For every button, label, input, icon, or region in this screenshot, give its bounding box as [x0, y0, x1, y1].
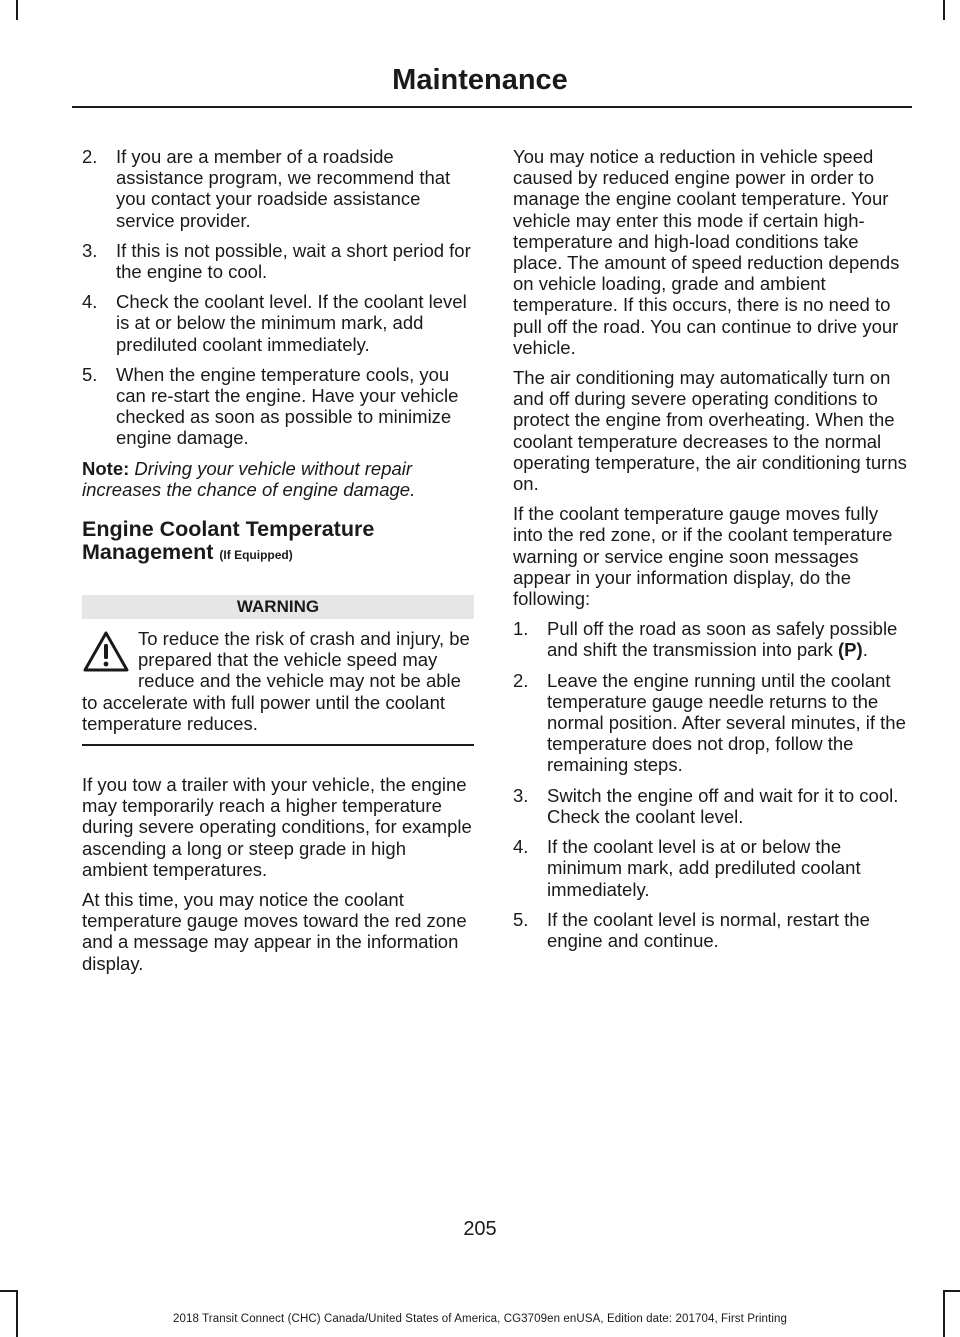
list-item-text: Pull off the road as soon as safely possible and shift the transmission into park	[547, 618, 898, 661]
paragraph: If the coolant temperature gauge moves fully into the red zone, or if the coolant temperature warning or service engine soon messages appear in your information display, do the following:	[513, 503, 893, 610]
list-item-text: If the coolant level is at or below the minimum mark, add prediluted coolant immediately.	[547, 836, 861, 900]
list-item-number: 4.	[513, 836, 529, 858]
list-item-text: If this is not possible, wait a short period for the engine to cool.	[116, 239, 471, 283]
list-item-text: Check the coolant level. If the coolant level is at or below the minimum mark, add prediluted coolant immediately.	[116, 291, 467, 355]
section-qualifier: (If Equipped)	[219, 548, 293, 563]
list-item-number: 2.	[513, 669, 529, 691]
list-item-text: Switch the engine off and wait for it to cool. Check the coolant level.	[547, 784, 899, 827]
page-title: Maintenance	[392, 64, 568, 96]
list-item	[82, 364, 474, 449]
warning-box	[82, 595, 474, 746]
list-item-number: 3.	[513, 784, 529, 806]
paragraph: You may notice a reduction in vehicle speed caused by reduced engine power in order to manage the engine coolant temperature. Your vehicle may enter this mode if certain high-temperature and high-load conditions take place. The amount of speed reduction depends on vehicle loading, grade and ambient temperature. If this occurs, there is no need to pull off the road. You can continue to drive your vehicle.	[513, 146, 900, 358]
page-number: 205	[463, 1218, 497, 1240]
warning-text: To reduce the risk of crash and injury, be prepared that the vehicle speed may reduce and the vehicle may not be able to accelerate with full power until the coolant temperature reduces.	[82, 628, 470, 734]
list-item-text: If the coolant level is normal, restart the engine and continue.	[547, 908, 870, 951]
list-item	[513, 618, 907, 660]
list-item-number: 4.	[82, 291, 98, 313]
section-heading	[82, 518, 474, 567]
list-item	[513, 836, 907, 900]
paragraph: If you tow a trailer with your vehicle, the engine may temporarily reach a higher temperature during severe operating conditions, for example ascending a long or steep grade in high ambient temperatures.	[82, 774, 472, 880]
list-item-number: 1.	[513, 618, 529, 640]
warning-header: WARNING	[82, 595, 474, 619]
note-text: Driving your vehicle without repair increases the chance of engine damage.	[82, 457, 416, 500]
crop-mark-top-left	[16, 0, 18, 20]
list-item	[82, 146, 474, 231]
park-key-label: (P)	[838, 639, 863, 661]
list-item	[82, 291, 474, 355]
footer-text: 2018 Transit Connect (CHC) Canada/United States of America, CG3709en enUSA, Edition date: 201704, First Printing	[173, 1313, 787, 1325]
crop-mark-top-right	[943, 0, 945, 20]
list-item	[513, 785, 907, 827]
list-item-number: 5.	[82, 363, 98, 385]
list-item	[513, 909, 907, 951]
warning-triangle-icon	[82, 630, 130, 674]
list-item-number: 2.	[82, 146, 98, 167]
left-column	[82, 146, 474, 983]
list-item-text: If you are a member of a roadside assistance program, we recommend that you contact your roadside assistance service provider.	[116, 146, 451, 231]
list-item-number: 5.	[513, 908, 529, 930]
right-column	[513, 146, 907, 960]
note	[82, 458, 474, 500]
list-item-suffix: .	[862, 639, 868, 661]
paragraph: At this time, you may notice the coolant temperature gauge moves toward the red zone and a message may appear in the information display.	[82, 889, 467, 974]
list-item-text: Leave the engine running until the coolant temperature gauge needle returns to the normal position. After several minutes, if the temperature does not drop, follow the remaining steps.	[547, 669, 906, 776]
section-heading-text: Engine Coolant Temperature Management	[82, 517, 375, 565]
paragraph: The air conditioning may automatically turn on and off during severe operating conditions to protect the engine from overheating. When the coolant temperature decreases to the normal operating temperature, the air conditioning turns on.	[513, 367, 907, 495]
note-label: Note:	[82, 457, 130, 479]
crop-mark-bottom-right-corner	[943, 1290, 960, 1292]
list-item	[82, 240, 474, 282]
warning-body	[82, 628, 474, 734]
list-item-text: When the engine temperature cools, you can re-start the engine. Have your vehicle checked as soon as possible to minimize engine damage.	[116, 363, 459, 449]
crop-mark-bottom-left-corner	[0, 1290, 18, 1292]
list-item-number: 3.	[82, 239, 98, 261]
list-item	[513, 670, 907, 776]
header-rule	[72, 106, 912, 108]
